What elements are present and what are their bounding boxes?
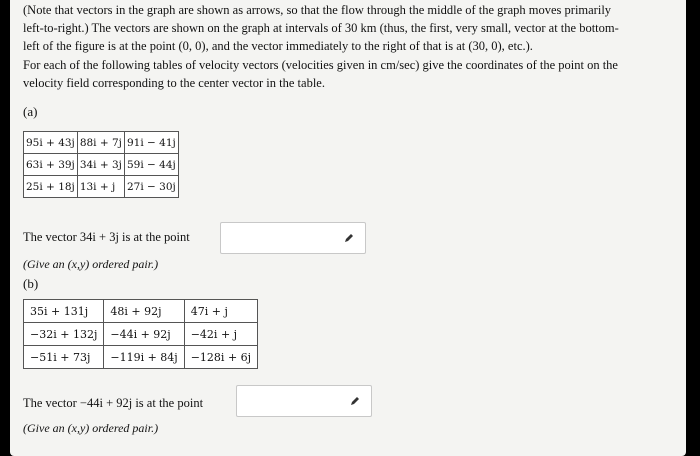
table-cell: −128i + 6j — [184, 346, 257, 369]
velocity-table-a — [23, 131, 179, 198]
table-cell: 59i − 44j — [124, 154, 178, 176]
table-cell: 95i + 43j — [24, 132, 78, 154]
table-row — [24, 300, 258, 323]
intro-line-2: left-to-right.) The vectors are shown on the graph at intervals of 30 km (thus, the first, very small, vector at the bottom- — [23, 21, 619, 35]
table-cell: 88i + 7j — [77, 132, 124, 154]
table-cell: −32i + 132j — [24, 323, 104, 346]
table-cell: 91i − 41j — [124, 132, 178, 154]
velocity-table-b — [23, 299, 258, 369]
intro-line-1: (Note that vectors in the graph are shown as arrows, so that the flow through the middle of the graph moves primarily — [23, 3, 612, 17]
table-cell: −51i + 73j — [24, 346, 104, 369]
intro-line-5: velocity field corresponding to the center vector in the table. — [23, 76, 325, 90]
table-cell: 35i + 131j — [24, 300, 104, 323]
question-b: The vector −44i + 92j is at the point — [23, 396, 204, 410]
hint-b: (Give an (x,y) ordered pair.) — [23, 421, 159, 435]
table-cell: −42i + j — [184, 323, 257, 346]
pencil-icon[interactable] — [343, 232, 355, 244]
hint-a: (Give an (x,y) ordered pair.) — [23, 257, 159, 271]
table-row — [24, 323, 258, 346]
intro-line-3: left of the figure is at the point (0, 0), and the vector immediately to the right of that is at (30, 0), etc.). — [23, 39, 533, 53]
table-cell: 25i + 18j — [24, 176, 78, 198]
problem-sheet — [10, 0, 686, 456]
table-row — [24, 346, 258, 369]
answer-input-b[interactable] — [236, 385, 372, 417]
pencil-icon[interactable] — [349, 395, 361, 407]
table-cell: −44i + 92j — [104, 323, 184, 346]
table-row — [24, 132, 179, 154]
table-cell: 63i + 39j — [24, 154, 78, 176]
answer-input-a[interactable] — [220, 222, 366, 254]
part-b-label: (b) — [23, 276, 39, 291]
table-row — [24, 176, 179, 198]
table-row — [24, 154, 179, 176]
table-cell: 47i + j — [184, 300, 257, 323]
table-cell: 13i + j — [77, 176, 124, 198]
table-cell: 48i + 92j — [104, 300, 184, 323]
table-cell: 34i + 3j — [77, 154, 124, 176]
intro-line-4: For each of the following tables of velocity vectors (velocities given in cm/sec) give the coordinates of the point on the — [23, 58, 618, 72]
table-cell: −119i + 84j — [104, 346, 184, 369]
part-a-label: (a) — [23, 104, 38, 119]
question-a: The vector 34i + 3j is at the point — [23, 230, 190, 244]
table-cell: 27i − 30j — [124, 176, 178, 198]
